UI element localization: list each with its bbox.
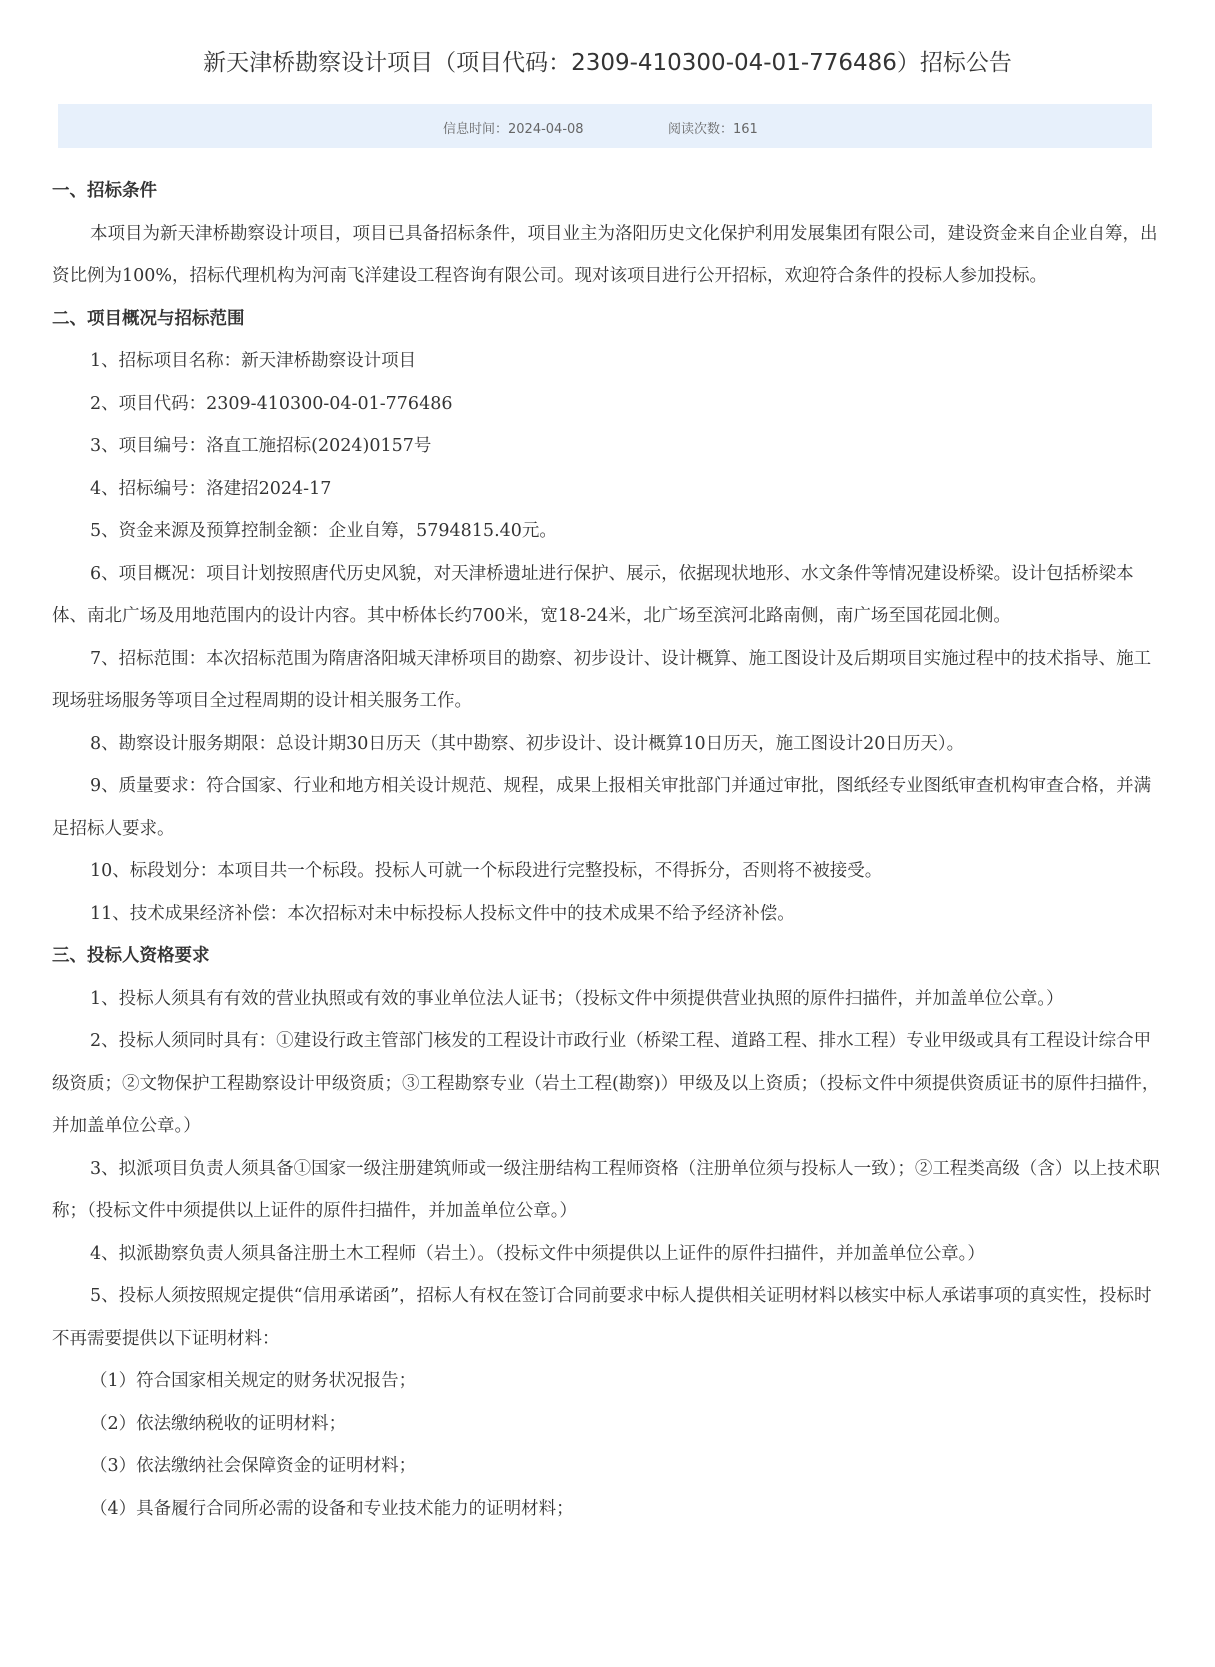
paragraph: 本项目为新天津桥勘察设计项目，项目已具备招标条件，项目业主为洛阳历史文化保护利用发展集团有限公司，建设资金来自企业自筹，出资比例为100%，招标代理机构为河南飞洋建设工程咨询有限公司。现对该项目进行公开招标，欢迎符合条件的投标人参加投标。	[52, 223, 1158, 286]
list-item: 9、质量要求：符合国家、行业和地方相关设计规范、规程，成果上报相关审批部门并通过审批，图纸经专业图纸审查机构审查合格，并满足招标人要求。	[52, 776, 1152, 839]
list-item: 2、投标人须同时具有：①建设行政主管部门核发的工程设计市政行业（桥梁工程、道路工程、排水工程）专业甲级或具有工程设计综合甲级资质；②文物保护工程勘察设计甲级资质；③工程勘察专业（岩土工程(勘察)）甲级及以上资质；（投标文件中须提供资质证书的原件扫描件，并加盖单位公章。）	[52, 1031, 1160, 1136]
list-item: 7、招标范围：本次招标范围为隋唐洛阳城天津桥项目的勘察、初步设计、设计概算、施工图设计及后期项目实施过程中的技术指导、施工现场驻场服务等项目全过程周期的设计相关服务工作。	[52, 648, 1152, 711]
list-item: 4、拟派勘察负责人须具备注册土木工程师（岩土）。（投标文件中须提供以上证件的原件扫描件，并加盖单位公章。）	[90, 1243, 985, 1264]
section-heading: 一、招标条件	[52, 181, 157, 201]
list-item: 2、项目代码：2309-410300-04-01-776486	[90, 393, 453, 414]
sub-list-item: （3）依法缴纳社会保障资金的证明材料；	[90, 1456, 417, 1476]
page-title: 新天津桥勘察设计项目（项目代码：2309-410300-04-01-776486）招标公告	[203, 50, 1012, 76]
publish-date: 信息时间：2024-04-08	[443, 122, 584, 137]
info-bar	[58, 104, 1152, 148]
section-heading: 二、项目概况与招标范围	[52, 308, 245, 329]
list-item: 6、项目概况：项目计划按照唐代历史风貌，对天津桥遗址进行保护、展示，依据现状地形、水文条件等情况建设桥梁。设计包括桥梁本体、南北广场及用地范围内的设计内容。其中桥体长约700米，宽18-24米，北广场至滨河北路南侧，南广场至国花园北侧。	[52, 563, 1134, 626]
list-item: 4、招标编号：洛建招2024-17	[90, 478, 332, 499]
list-item: 8、勘察设计服务期限：总设计期30日历天（其中勘察、初步设计、设计概算10日历天，施工图设计20日历天）。	[90, 733, 965, 754]
sub-list-item: （4）具备履行合同所必需的设备和专业技术能力的证明材料；	[90, 1498, 574, 1519]
sub-list-item: （1）符合国家相关规定的财务状况报告；	[90, 1371, 417, 1391]
read-count: 阅读次数：161	[668, 122, 758, 137]
list-item: 3、项目编号：洛直工施招标(2024)0157号	[90, 436, 432, 456]
list-item: 10、标段划分：本项目共一个标段。投标人可就一个标段进行完整投标，不得拆分，否则将不被接受。	[90, 861, 883, 881]
section-heading: 三、投标人资格要求	[52, 946, 210, 966]
list-item: 5、资金来源及预算控制金额：企业自筹，5794815.40元。	[90, 521, 557, 541]
list-item: 5、投标人须按照规定提供“信用承诺函”，招标人有权在签订合同前要求中标人提供相关证明材料以核实中标人承诺事项的真实性，投标时不再需要提供以下证明材料：	[52, 1286, 1152, 1349]
list-item: 1、投标人须具有有效的营业执照或有效的事业单位法人证书；（投标文件中须提供营业执照的原件扫描件，并加盖单位公章。）	[90, 988, 1064, 1009]
article-body	[52, 170, 1160, 1530]
sub-list-item: （2）依法缴纳税收的证明材料；	[90, 1413, 347, 1434]
list-item: 1、招标项目名称：新天津桥勘察设计项目	[90, 351, 417, 371]
list-item: 3、拟派项目负责人须具备①国家一级注册建筑师或一级注册结构工程师资格（注册单位须与投标人一致）；②工程类高级（含）以上技术职称；（投标文件中须提供以上证件的原件扫描件，并加盖单位公章。）	[52, 1158, 1160, 1221]
list-item: 11、技术成果经济补偿：本次招标对未中标投标人投标文件中的技术成果不给予经济补偿。	[90, 903, 795, 924]
